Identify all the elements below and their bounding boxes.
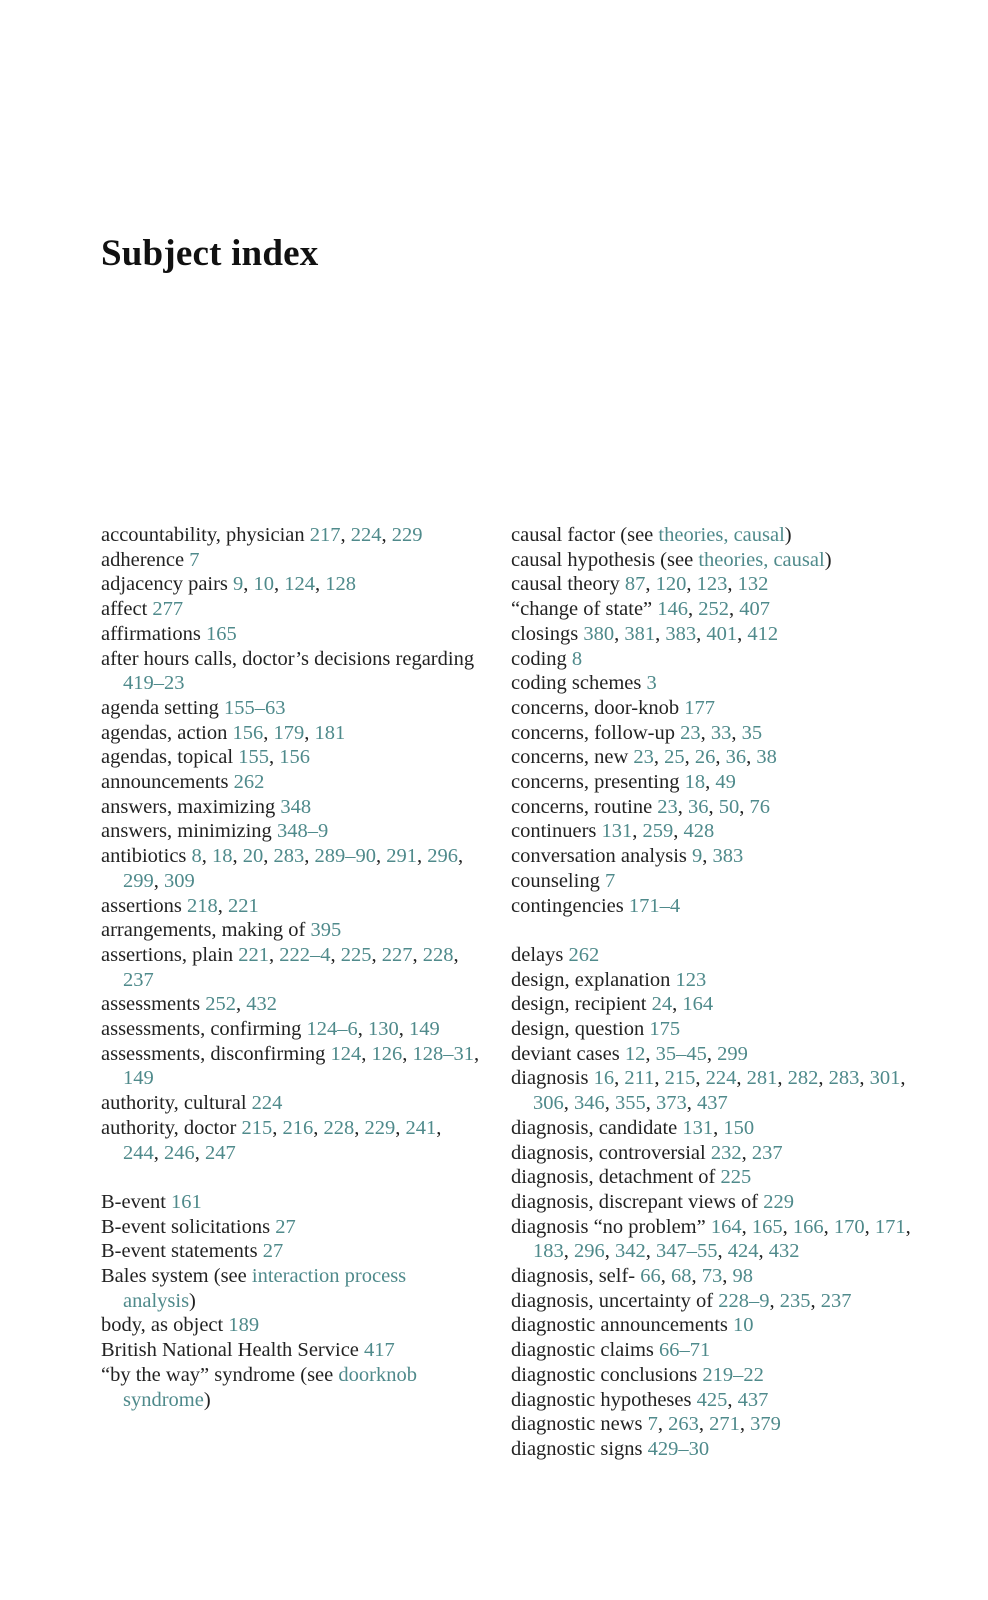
index-entry: assessments 252, 432 [101, 993, 277, 1016]
page-ref-link[interactable]: 25 [664, 746, 685, 769]
page-ref-link[interactable]: 26 [694, 746, 716, 769]
page-ref-link[interactable]: 429–30 [647, 1438, 710, 1460]
index-term: concerns, routine [511, 795, 653, 818]
index-term: assertions [101, 894, 182, 917]
index-term: closings [511, 622, 579, 645]
index-entry [101, 548, 481, 573]
index-term: antibiotics [101, 845, 187, 868]
index-term: diagnosis, discrepant views of [511, 1190, 759, 1213]
index-term: conversation analysis [511, 845, 687, 868]
index-term: assessments, confirming [101, 1018, 302, 1041]
page-ref-link[interactable]: 348–9 [276, 820, 329, 843]
page-ref-link[interactable]: 3 [646, 672, 657, 695]
index-entry [101, 918, 481, 943]
page-ref-link[interactable]: 299 [123, 869, 154, 892]
page-ref-link[interactable]: 123 [675, 968, 707, 991]
page-ref-link[interactable]: 66–71 [659, 1339, 711, 1362]
page-ref-link[interactable]: 348 [280, 795, 312, 818]
index-entry: closings 380, 381, 383, 401, 412 [511, 622, 779, 645]
page-ref-link[interactable]: 27 [262, 1240, 284, 1263]
index-entry: concerns, presenting 18, 49 [511, 771, 736, 794]
page-ref-link[interactable]: 346 [574, 1092, 605, 1115]
index-term: assessments, disconfirming [101, 1042, 326, 1065]
see-also-link[interactable]: theories, causal [698, 548, 825, 571]
index-term: adherence [101, 548, 185, 571]
index-entry: authority, doctor 215, 216, 228, 229, 241, 244, 246, 247 [101, 1116, 442, 1164]
page-ref-link[interactable]: 33 [710, 721, 732, 744]
index-term: design, recipient [511, 993, 647, 1016]
page-ref-link[interactable]: 281 [746, 1067, 778, 1090]
index-entry [101, 622, 481, 647]
page-ref-link[interactable]: 76 [749, 795, 771, 818]
page-ref-link[interactable]: 215 [241, 1116, 273, 1139]
page-ref-link[interactable]: 35 [741, 721, 763, 744]
index-term: agenda setting [101, 696, 219, 719]
page-ref-link[interactable]: 156 [232, 721, 264, 744]
page-ref-link[interactable]: 149 [409, 1018, 440, 1041]
page-ref-link[interactable]: 228 [422, 943, 454, 966]
page-ref-link[interactable]: 222–4 [279, 943, 331, 966]
page-ref-link[interactable]: 283 [828, 1067, 860, 1090]
page-ref-link[interactable]: 179 [273, 721, 305, 744]
page-ref-link[interactable]: 271 [709, 1413, 740, 1436]
page-ref-link[interactable]: 383 [712, 845, 744, 868]
index-term: diagnosis [511, 1067, 589, 1090]
page-ref-link[interactable]: 424 [727, 1240, 759, 1263]
page-ref-link[interactable]: 379 [750, 1413, 781, 1436]
index-entry: assessments, disconfirming 124, 126, 128–31, 149 [101, 1042, 480, 1090]
page-ref-link[interactable]: 10 [253, 573, 275, 596]
index-term: B-event solicitations [101, 1215, 271, 1238]
index-term: arrangements, making of [101, 919, 306, 942]
index-entry [101, 1338, 481, 1363]
index-entry [101, 819, 481, 844]
index-term: design, explanation [511, 968, 671, 991]
index-term: after hours calls, doctor’s decisions regarding [101, 647, 475, 670]
page-ref-link[interactable]: 155–63 [223, 696, 286, 719]
index-entry [511, 943, 911, 968]
page-ref-link[interactable]: 277 [152, 598, 184, 621]
page-ref-link[interactable]: 283 [273, 845, 305, 868]
page-ref-link[interactable]: 246 [164, 1141, 195, 1164]
section-spacer [101, 1165, 481, 1190]
page-ref-link[interactable]: 128 [325, 573, 357, 596]
page-ref-link[interactable]: 237 [751, 1141, 783, 1164]
page-ref-link[interactable]: 23 [680, 721, 701, 744]
page-ref-link[interactable]: 164 [682, 993, 714, 1016]
index-entry: diagnosis “no problem” 164, 165, 166, 170, 171, 183, 296, 342, 347–55, 424, 432 [511, 1215, 911, 1263]
index-entry: design, recipient 24, 164 [511, 993, 714, 1016]
page-ref-link[interactable]: 425 [696, 1388, 728, 1411]
page-ref-link[interactable]: 237 [820, 1289, 852, 1312]
index-entry: diagnosis 16, 211, 215, 224, 281, 282, 283, 301, 306, 346, 355, 373, 437 [511, 1067, 906, 1115]
index-term: diagnosis, uncertainty of [511, 1289, 714, 1312]
index-entry [101, 1190, 481, 1215]
index-entry: concerns, follow-up 23, 33, 35 [511, 721, 763, 744]
page-ref-link[interactable]: 36 [725, 746, 747, 769]
page-ref-link[interactable]: 221 [227, 894, 259, 917]
page-ref-link[interactable]: 262 [233, 771, 265, 794]
page-ref-link[interactable]: 216 [282, 1116, 314, 1139]
page-ref-link[interactable]: 131 [682, 1116, 714, 1139]
page-ref-link[interactable]: 9 [692, 845, 703, 868]
page-ref-link[interactable]: 27 [275, 1215, 296, 1238]
index-entry [101, 1091, 481, 1116]
index-term: causal hypothesis [511, 548, 656, 571]
index-entry: antibiotics 8, 18, 20, 283, 289–90, 291, 296, 299, 309 [101, 845, 464, 892]
index-entry [511, 647, 911, 672]
page-ref-link[interactable]: 428 [683, 820, 715, 843]
page-ref-link[interactable]: 50 [718, 795, 740, 818]
page-ref-link[interactable]: 309 [164, 869, 195, 892]
page-ref-link[interactable]: 247 [205, 1141, 236, 1164]
page-ref-link[interactable]: 146 [657, 598, 689, 621]
page-ref-link[interactable]: 9 [233, 573, 244, 596]
index-entry [101, 696, 481, 721]
page-ref-link[interactable]: 149 [123, 1067, 154, 1090]
index-term: “by the way” syndrome [101, 1363, 296, 1386]
page-ref-link[interactable]: 237 [123, 968, 154, 991]
page-ref-link[interactable]: 189 [228, 1314, 260, 1337]
index-term: diagnostic conclusions [511, 1363, 698, 1386]
page-ref-link[interactable]: 16 [593, 1067, 615, 1090]
index-term: “change of state” [511, 598, 653, 621]
index-entry: causal factor (see theories, causal) [511, 524, 792, 546]
page-ref-link[interactable]: 419–23 [123, 672, 185, 695]
page-ref-link[interactable]: 252 [205, 993, 236, 1016]
index-entry: adjacency pairs 9, 10, 124, 128 [101, 573, 357, 596]
page-ref-link[interactable]: 126 [371, 1042, 403, 1065]
page-ref-link[interactable]: 215 [664, 1067, 696, 1090]
index-term: answers, minimizing [101, 820, 272, 843]
page-ref-link[interactable]: 383 [665, 622, 697, 645]
index-entry [511, 894, 911, 919]
index-term: diagnosis, self- [511, 1265, 636, 1288]
index-entry [511, 1437, 911, 1462]
index-term: answers, maximizing [101, 795, 276, 818]
page-ref-link[interactable]: 171–4 [628, 894, 681, 917]
index-term: counseling [511, 869, 600, 892]
section-spacer [511, 918, 911, 943]
index-entry [101, 597, 481, 622]
index-term: agendas, topical [101, 746, 234, 769]
page-ref-link[interactable]: 259 [642, 820, 674, 843]
page-ref-link[interactable]: 175 [649, 1018, 681, 1041]
page-ref-link[interactable]: 36 [688, 795, 709, 818]
index-entry: diagnostic news 7, 263, 271, 379 [511, 1413, 781, 1436]
page-ref-link[interactable]: 132 [737, 573, 769, 596]
index-column-right [511, 523, 911, 1462]
page-ref-link[interactable]: 412 [747, 622, 779, 645]
page-ref-link[interactable]: 296 [427, 845, 459, 868]
page-ref-link[interactable]: 381 [624, 622, 656, 645]
page-ref-link[interactable]: 244 [123, 1141, 154, 1164]
index-term: diagnostic news [511, 1413, 643, 1436]
index-term: concerns, door-knob [511, 696, 680, 719]
index-term: British National Health Service [101, 1339, 359, 1362]
index-term: concerns, new [511, 746, 629, 769]
page-ref-link[interactable]: 224 [251, 1092, 283, 1115]
page-ref-link[interactable]: 437 [737, 1388, 769, 1411]
index-entry [511, 869, 911, 894]
index-entry [511, 1363, 911, 1388]
index-entry [101, 1239, 481, 1264]
index-entry [101, 795, 481, 820]
page-ref-link[interactable]: 229 [391, 524, 423, 546]
index-entry [101, 1215, 481, 1240]
index-entry [511, 1313, 911, 1338]
page-ref-link[interactable]: 166 [792, 1215, 824, 1238]
index-term: affect [101, 598, 148, 621]
page-ref-link[interactable]: 171 [874, 1215, 906, 1238]
index-entry [511, 1338, 911, 1363]
see-also-link[interactable]: theories, causal [658, 524, 785, 546]
index-entry [511, 671, 911, 696]
page-ref-link[interactable]: 156 [279, 746, 310, 769]
page-ref-link[interactable]: 165 [205, 622, 237, 645]
page-ref-link[interactable]: 183 [533, 1240, 564, 1263]
page-ref-link[interactable]: 373 [656, 1092, 687, 1115]
index-term: affirmations [101, 622, 201, 645]
page-ref-link[interactable]: 217 [309, 524, 341, 546]
index-term: diagnosis, controversial [511, 1141, 706, 1164]
index-term: design, question [511, 1018, 645, 1041]
page-ref-link[interactable]: 224 [705, 1067, 737, 1090]
page-ref-link[interactable]: 35–45 [655, 1042, 707, 1065]
page-ref-link[interactable]: 161 [171, 1190, 202, 1213]
index-term: concerns, follow-up [511, 721, 675, 744]
index-term: announcements [101, 771, 229, 794]
page-ref-link[interactable]: 227 [381, 943, 413, 966]
page-ref-link[interactable]: 98 [732, 1265, 753, 1288]
page-ref-link[interactable]: 155 [238, 746, 269, 769]
page-ref-link[interactable]: 123 [696, 573, 728, 596]
index-term: diagnostic hypotheses [511, 1388, 692, 1411]
page-ref-link[interactable]: 124–6 [306, 1018, 358, 1041]
page-ref-link[interactable]: 8 [571, 647, 583, 670]
page-ref-link[interactable]: 164 [710, 1215, 742, 1238]
page-ref-link[interactable]: 24 [651, 993, 673, 1016]
see-also-link[interactable]: doorknob syndrome [123, 1363, 417, 1411]
index-entry: concerns, routine 23, 36, 50, 76 [511, 795, 771, 818]
page-ref-link[interactable]: 219–22 [702, 1363, 764, 1386]
see-also-link[interactable]: interaction process analysis [123, 1265, 407, 1312]
page-ref-link[interactable]: 128–31 [412, 1042, 474, 1065]
index-term: accountability, physician [101, 524, 305, 546]
index-entry: concerns, new 23, 25, 26, 36, 38 [511, 746, 777, 769]
index-term: diagnostic claims [511, 1339, 654, 1362]
page-ref-link[interactable]: 229 [364, 1116, 396, 1139]
page-ref-link[interactable]: 229 [763, 1190, 794, 1213]
page-ref-link[interactable]: 299 [717, 1042, 748, 1065]
index-entry: assessments, confirming 124–6, 130, 149 [101, 1018, 440, 1041]
page-ref-link[interactable]: 150 [723, 1116, 755, 1139]
index-entry: diagnosis, candidate 131, 150 [511, 1116, 755, 1139]
page-ref-link[interactable]: 7 [647, 1413, 658, 1436]
page-ref-link[interactable]: 124 [330, 1042, 362, 1065]
index-entry: accountability, physician 217, 224, 229 [101, 524, 423, 546]
index-term: B-event [101, 1190, 166, 1213]
page-ref-link[interactable]: 401 [706, 622, 738, 645]
page-ref-link[interactable]: 221 [238, 943, 269, 966]
index-entry [511, 1017, 911, 1042]
index-term: concerns, presenting [511, 771, 680, 794]
page-ref-link[interactable]: 120 [655, 573, 687, 596]
page-ref-link[interactable]: 342 [615, 1240, 646, 1263]
index-entry: agendas, action 156, 179, 181 [101, 721, 346, 744]
index-term: contingencies [511, 894, 624, 917]
page-ref-link[interactable]: 262 [568, 943, 600, 966]
index-entry: Bales system (see interaction process analysis) [101, 1265, 407, 1312]
index-term: causal theory [511, 573, 620, 596]
page-ref-link[interactable]: 23 [633, 746, 654, 769]
page-ref-link[interactable]: 20 [242, 845, 264, 868]
page-ref-link[interactable]: 232 [710, 1141, 742, 1164]
page-ref-link[interactable]: 225 [340, 943, 372, 966]
index-term: continuers [511, 820, 597, 843]
index-term: diagnosis, candidate [511, 1116, 678, 1139]
index-term: diagnosis, detachment of [511, 1166, 716, 1189]
page-ref-link[interactable]: 7 [189, 548, 200, 571]
page-ref-link[interactable]: 241 [405, 1116, 437, 1139]
index-entry [101, 1313, 481, 1338]
page-ref-link[interactable]: 49 [715, 771, 736, 794]
page-ref-link[interactable]: 130 [368, 1018, 399, 1041]
page-ref-link[interactable]: 228 [323, 1116, 355, 1139]
index-term: assessments [101, 993, 201, 1016]
page-ref-link[interactable]: 224 [350, 524, 382, 546]
index-entry: conversation analysis 9, 383 [511, 845, 744, 868]
page-ref-link[interactable]: 218 [186, 894, 218, 917]
index-term: agendas, action [101, 721, 228, 744]
page-ref-link[interactable]: 395 [310, 919, 342, 942]
index-entry [511, 1190, 911, 1215]
page-ref-link[interactable]: 263 [668, 1413, 699, 1436]
page-ref-link[interactable]: 8 [191, 845, 202, 868]
page-ref-link[interactable]: 7 [604, 869, 616, 892]
index-entry [101, 770, 481, 795]
index-entry [101, 647, 481, 696]
page-ref-link[interactable]: 228–9 [718, 1289, 770, 1312]
page-ref-link[interactable]: 18 [212, 845, 233, 868]
page-ref-link[interactable]: 68 [671, 1265, 692, 1288]
index-entry: “by the way” syndrome (see doorknob syndrome) [101, 1363, 417, 1411]
index-entry: assertions, plain 221, 222–4, 225, 227, 228, 237 [101, 943, 459, 991]
index-term: deviant cases [511, 1042, 620, 1065]
page-ref-link[interactable]: 437 [697, 1092, 728, 1115]
page-ref-link[interactable]: 10 [733, 1314, 754, 1337]
index-entry: deviant cases 12, 35–45, 299 [511, 1042, 748, 1065]
index-term: authority, doctor [101, 1116, 237, 1139]
index-term: causal factor [511, 524, 616, 546]
page-ref-link[interactable]: 347–55 [656, 1240, 718, 1263]
page-ref-link[interactable]: 165 [751, 1215, 783, 1238]
index-term: authority, cultural [101, 1092, 247, 1115]
index-term: diagnosis “no problem” [511, 1215, 706, 1238]
index-term: Bales system [101, 1265, 209, 1288]
index-term: adjacency pairs [101, 573, 228, 596]
index-term: coding schemes [511, 672, 642, 695]
page-ref-link[interactable]: 170 [833, 1215, 865, 1238]
index-entry: diagnostic hypotheses 425, 437 [511, 1388, 769, 1411]
index-term: diagnostic announcements [511, 1314, 728, 1337]
index-term: body, as object [101, 1314, 224, 1337]
index-entry [511, 968, 911, 993]
index-entry: causal hypothesis (see theories, causal) [511, 548, 832, 571]
page-ref-link[interactable]: 296 [574, 1240, 605, 1263]
page-ref-link[interactable]: 124 [284, 573, 316, 596]
page-ref-link[interactable]: 12 [624, 1042, 646, 1065]
page-ref-link[interactable]: 355 [615, 1092, 646, 1115]
index-entry: assertions 218, 221 [101, 894, 259, 917]
page-ref-link[interactable]: 289–90 [314, 845, 377, 868]
page-ref-link[interactable]: 432 [246, 993, 277, 1016]
page-ref-link[interactable]: 87 [624, 573, 646, 596]
index-column-left [101, 523, 481, 1412]
page-ref-link[interactable]: 301 [869, 1067, 901, 1090]
page-ref-link[interactable]: 380 [583, 622, 615, 645]
page-title: Subject index [101, 233, 319, 274]
index-term: assertions, plain [101, 943, 234, 966]
index-entry: diagnosis, uncertainty of 228–9, 235, 237 [511, 1289, 852, 1312]
page-ref-link[interactable]: 432 [768, 1240, 800, 1263]
index-entry [511, 1165, 911, 1190]
index-entry: diagnosis, controversial 232, 237 [511, 1141, 783, 1164]
index-entry: diagnosis, self- 66, 68, 73, 98 [511, 1265, 753, 1288]
index-term: diagnostic signs [511, 1438, 643, 1460]
page-ref-link[interactable]: 66 [640, 1265, 661, 1288]
index-entry: “change of state” 146, 252, 407 [511, 598, 771, 621]
index-entry: causal theory 87, 120, 123, 132 [511, 573, 769, 596]
page-ref-link[interactable]: 211 [624, 1067, 655, 1090]
index-term: delays [511, 943, 564, 966]
page-ref-link[interactable]: 235 [779, 1289, 811, 1312]
page-ref-link[interactable]: 38 [756, 746, 777, 769]
page-ref-link[interactable]: 407 [739, 598, 771, 621]
page-ref-link[interactable]: 282 [787, 1067, 819, 1090]
page-ref-link[interactable]: 291 [386, 845, 418, 868]
page-ref-link[interactable]: 23 [657, 795, 678, 818]
page-ref-link[interactable]: 306 [533, 1092, 564, 1115]
page-ref-link[interactable]: 131 [601, 820, 633, 843]
index-entry [511, 696, 911, 721]
page-ref-link[interactable]: 225 [720, 1166, 752, 1189]
page-ref-link[interactable]: 181 [314, 721, 346, 744]
page-ref-link[interactable]: 252 [698, 598, 730, 621]
page-ref-link[interactable]: 177 [684, 696, 715, 719]
index-term: B-event statements [101, 1240, 258, 1263]
index-term: coding [511, 647, 567, 670]
page-ref-link[interactable]: 73 [701, 1265, 723, 1288]
page-ref-link[interactable]: 417 [364, 1339, 395, 1362]
index-entry: continuers 131, 259, 428 [511, 820, 715, 843]
index-entry: agendas, topical 155, 156 [101, 746, 310, 769]
page-ref-link[interactable]: 18 [684, 771, 706, 794]
